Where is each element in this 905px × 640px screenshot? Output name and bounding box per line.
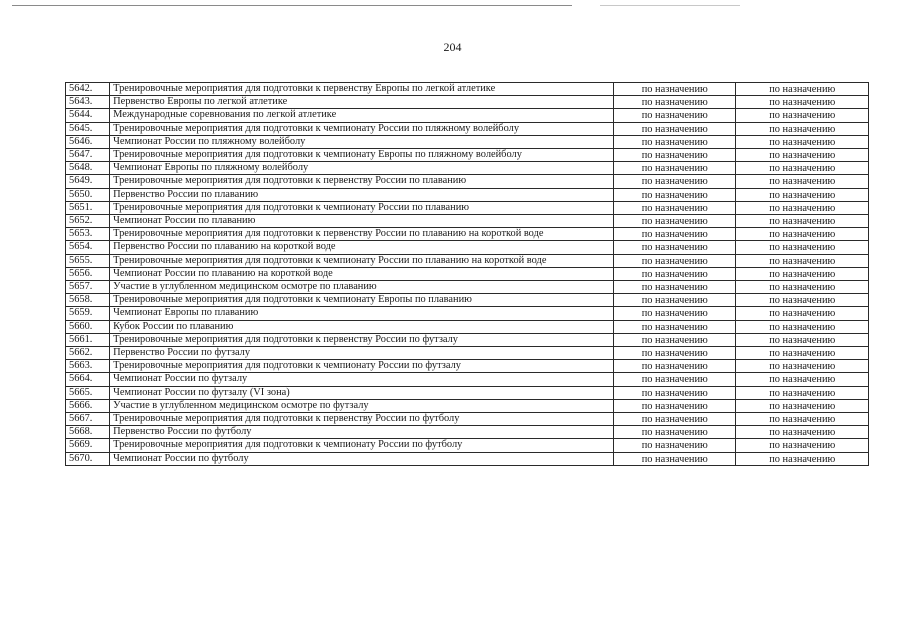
column-1-value-cell [614, 399, 736, 412]
column-2-value-cell [736, 201, 869, 214]
row-number: 5669. [69, 439, 93, 451]
row-number: 5642. [69, 83, 93, 94]
column-1-value: по назначению [641, 361, 708, 373]
column-1-value-cell [614, 162, 736, 175]
row-number-cell [66, 267, 110, 280]
table-row [66, 386, 869, 399]
column-1-value: по назначению [641, 268, 708, 280]
table-row [66, 149, 869, 162]
event-name-cell [110, 109, 614, 122]
row-number-cell [66, 109, 110, 122]
event-name-cell [110, 241, 614, 254]
table-row [66, 201, 869, 214]
row-number: 5645. [69, 122, 93, 134]
event-name: Чемпионат России по плаванию [113, 215, 256, 227]
column-1-value: по назначению [641, 136, 708, 148]
row-number-cell [66, 83, 110, 96]
column-1-value-cell [614, 109, 736, 122]
column-2-value: по назначению [769, 440, 836, 452]
row-number-cell [66, 452, 110, 465]
row-number: 5659. [69, 307, 93, 319]
column-2-value-cell [736, 254, 869, 267]
column-1-value-cell [614, 320, 736, 333]
table-row [66, 452, 869, 465]
column-2-value: по назначению [769, 282, 836, 294]
row-number-cell [66, 439, 110, 452]
column-2-value: по назначению [769, 361, 836, 373]
column-1-value: по назначению [641, 334, 708, 346]
event-name: Тренировочные мероприятия для подготовки к чемпионату России по футзалу [113, 360, 461, 372]
column-2-value: по назначению [769, 348, 836, 360]
event-name-cell [110, 175, 614, 188]
column-2-value-cell [736, 109, 869, 122]
row-number: 5648. [69, 162, 93, 174]
column-2-value: по назначению [769, 374, 836, 386]
table-row [66, 399, 869, 412]
column-2-value: по назначению [769, 295, 836, 307]
row-number: 5663. [69, 360, 93, 372]
event-name-cell [110, 386, 614, 399]
column-1-value: по назначению [641, 110, 708, 122]
table-row [66, 439, 869, 452]
row-number: 5668. [69, 426, 93, 438]
column-1-value: по назначению [641, 374, 708, 386]
row-number: 5657. [69, 281, 93, 293]
event-name-cell [110, 439, 614, 452]
column-2-value: по назначению [769, 387, 836, 399]
column-2-value: по назначению [769, 308, 836, 320]
table-row [66, 122, 869, 135]
event-name-cell [110, 149, 614, 162]
column-1-value: по назначению [641, 440, 708, 452]
event-name-cell [110, 96, 614, 109]
column-2-value-cell [736, 413, 869, 426]
column-1-value: по назначению [641, 308, 708, 320]
column-1-value-cell [614, 201, 736, 214]
column-2-value: по назначению [769, 268, 836, 280]
column-1-value: по назначению [641, 295, 708, 307]
row-number-cell [66, 307, 110, 320]
event-name: Чемпионат России по плаванию на короткой воде [113, 267, 333, 279]
column-2-value-cell [736, 399, 869, 412]
events-table [65, 82, 869, 466]
column-2-value: по назначению [769, 202, 836, 214]
column-2-value: по назначению [769, 136, 836, 148]
column-2-value: по назначению [769, 163, 836, 175]
column-1-value-cell [614, 294, 736, 307]
column-1-value: по назначению [641, 348, 708, 360]
column-2-value-cell [736, 294, 869, 307]
column-2-value-cell [736, 241, 869, 254]
table-row [66, 188, 869, 201]
column-1-value: по назначению [641, 255, 708, 267]
column-2-value-cell [736, 360, 869, 373]
table-row [66, 254, 869, 267]
event-name-cell [110, 399, 614, 412]
event-name: Первенство Европы по легкой атлетике [113, 96, 288, 108]
column-1-value-cell [614, 413, 736, 426]
column-1-value: по назначению [641, 321, 708, 333]
column-2-value-cell [736, 373, 869, 386]
column-1-value-cell [614, 439, 736, 452]
column-2-value: по назначению [769, 453, 836, 465]
column-1-value: по назначению [641, 97, 708, 109]
column-2-value-cell [736, 307, 869, 320]
row-number-cell [66, 149, 110, 162]
event-name: Чемпионат Европы по плаванию [113, 307, 259, 319]
event-name: Тренировочные мероприятия для подготовки к первенству России по футболу [113, 413, 460, 425]
event-name: Тренировочные мероприятия для подготовки к первенству России по футзалу [113, 333, 459, 345]
column-2-value-cell [736, 320, 869, 333]
event-name: Тренировочные мероприятия для подготовки к чемпионату России по плаванию [113, 201, 470, 213]
column-2-value-cell [736, 83, 869, 96]
column-2-value-cell [736, 386, 869, 399]
row-number-cell [66, 386, 110, 399]
column-1-value-cell [614, 333, 736, 346]
row-number-cell [66, 413, 110, 426]
column-1-value: по назначению [641, 400, 708, 412]
column-1-value-cell [614, 175, 736, 188]
column-1-value: по назначению [641, 84, 708, 95]
row-number-cell [66, 241, 110, 254]
event-name-cell [110, 267, 614, 280]
column-1-value: по назначению [641, 242, 708, 254]
row-number: 5655. [69, 254, 93, 266]
column-1-value: по назначению [641, 163, 708, 175]
row-number: 5649. [69, 175, 93, 187]
column-2-value-cell [736, 267, 869, 280]
table-row [66, 413, 869, 426]
row-number-cell [66, 294, 110, 307]
column-2-value: по назначению [769, 84, 836, 95]
column-2-value-cell [736, 452, 869, 465]
row-number: 5646. [69, 135, 93, 147]
event-name: Тренировочные мероприятия для подготовки к первенству России по плаванию на короткой воде [113, 228, 544, 240]
event-name-cell [110, 347, 614, 360]
event-name-cell [110, 373, 614, 386]
row-number-cell [66, 96, 110, 109]
column-1-value: по назначению [641, 453, 708, 465]
column-2-value-cell [736, 149, 869, 162]
column-2-value-cell [736, 122, 869, 135]
row-number: 5666. [69, 399, 93, 411]
row-number-cell [66, 320, 110, 333]
row-number: 5665. [69, 386, 93, 398]
column-1-value-cell [614, 267, 736, 280]
column-2-value-cell [736, 135, 869, 148]
event-name-cell [110, 254, 614, 267]
event-name: Международные соревнования по легкой атлетике [113, 109, 337, 121]
row-number: 5644. [69, 109, 93, 121]
column-1-value: по назначению [641, 189, 708, 201]
column-2-value: по назначению [769, 427, 836, 439]
row-number: 5654. [69, 241, 93, 253]
events-table-body [66, 83, 869, 466]
column-2-value: по назначению [769, 189, 836, 201]
event-name-cell [110, 360, 614, 373]
row-number-cell [66, 399, 110, 412]
column-2-value: по назначению [769, 334, 836, 346]
column-2-value-cell [736, 426, 869, 439]
column-1-value-cell [614, 452, 736, 465]
table-row [66, 373, 869, 386]
column-1-value: по назначению [641, 427, 708, 439]
page-number: 204 [443, 40, 462, 54]
column-1-value-cell [614, 386, 736, 399]
row-number-cell [66, 188, 110, 201]
event-name-cell [110, 452, 614, 465]
column-2-value: по назначению [769, 176, 836, 188]
column-1-value-cell [614, 254, 736, 267]
row-number-cell [66, 333, 110, 346]
table-row [66, 175, 869, 188]
event-name-cell [110, 135, 614, 148]
column-1-value-cell [614, 83, 736, 96]
column-2-value-cell [736, 162, 869, 175]
column-1-value: по назначению [641, 216, 708, 228]
row-number-cell [66, 360, 110, 373]
row-number: 5658. [69, 294, 93, 306]
event-name: Тренировочные мероприятия для подготовки к первенству России по плаванию [113, 175, 467, 187]
event-name: Тренировочные мероприятия для подготовки к чемпионату России по футболу [113, 439, 463, 451]
row-number: 5660. [69, 320, 93, 332]
column-1-value-cell [614, 122, 736, 135]
column-2-value-cell [736, 281, 869, 294]
column-2-value: по назначению [769, 255, 836, 267]
event-name: Тренировочные мероприятия для подготовки к чемпионату Европы по пляжному волейболу [113, 149, 522, 161]
column-1-value-cell [614, 360, 736, 373]
row-number-cell [66, 215, 110, 228]
event-name: Чемпионат Европы по пляжному волейболу [113, 162, 309, 174]
event-name-cell [110, 307, 614, 320]
row-number-cell [66, 201, 110, 214]
row-number-cell [66, 281, 110, 294]
row-number: 5643. [69, 96, 93, 108]
column-1-value: по назначению [641, 387, 708, 399]
event-name-cell [110, 333, 614, 346]
event-name-cell [110, 294, 614, 307]
table-row [66, 307, 869, 320]
table-row [66, 215, 869, 228]
column-2-value-cell [736, 188, 869, 201]
row-number: 5664. [69, 373, 93, 385]
event-name: Участие в углубленном медицинском осмотре по плаванию [113, 281, 377, 293]
column-1-value-cell [614, 241, 736, 254]
column-1-value-cell [614, 307, 736, 320]
event-name: Тренировочные мероприятия для подготовки к чемпионату Европы по плаванию [113, 294, 472, 306]
row-number-cell [66, 175, 110, 188]
column-2-value: по назначению [769, 150, 836, 162]
event-name-cell [110, 83, 614, 96]
row-number: 5653. [69, 228, 93, 240]
event-name-cell [110, 122, 614, 135]
event-name: Первенство России по футзалу [113, 347, 251, 359]
event-name: Кубок России по плаванию [113, 320, 234, 332]
table-row [66, 320, 869, 333]
event-name: Участие в углубленном медицинском осмотре по футзалу [113, 399, 369, 411]
table-row [66, 241, 869, 254]
table-row [66, 135, 869, 148]
column-2-value-cell [736, 333, 869, 346]
event-name: Первенство России по футболу [113, 426, 252, 438]
top-rule [12, 5, 572, 6]
column-1-value-cell [614, 347, 736, 360]
column-2-value: по назначению [769, 123, 836, 135]
column-1-value-cell [614, 215, 736, 228]
row-number: 5661. [69, 333, 93, 345]
column-1-value-cell [614, 188, 736, 201]
column-1-value-cell [614, 426, 736, 439]
event-name-cell [110, 201, 614, 214]
table-row [66, 294, 869, 307]
column-2-value: по назначению [769, 216, 836, 228]
event-name-cell [110, 215, 614, 228]
event-name-cell [110, 228, 614, 241]
column-2-value-cell [736, 228, 869, 241]
column-1-value-cell [614, 96, 736, 109]
table-row [66, 360, 869, 373]
event-name: Чемпионат России по футболу [113, 452, 249, 464]
table-row [66, 83, 869, 96]
event-name-cell [110, 320, 614, 333]
row-number-cell [66, 373, 110, 386]
row-number: 5651. [69, 201, 93, 213]
table-row [66, 162, 869, 175]
column-2-value-cell [736, 347, 869, 360]
column-2-value-cell [736, 439, 869, 452]
table-row [66, 281, 869, 294]
column-1-value-cell [614, 149, 736, 162]
column-2-value: по назначению [769, 321, 836, 333]
column-1-value: по назначению [641, 229, 708, 241]
table-row [66, 96, 869, 109]
column-1-value: по назначению [641, 414, 708, 426]
column-1-value-cell [614, 281, 736, 294]
row-number-cell [66, 426, 110, 439]
column-1-value-cell [614, 228, 736, 241]
column-2-value: по назначению [769, 242, 836, 254]
row-number-cell [66, 347, 110, 360]
table-row [66, 426, 869, 439]
row-number: 5650. [69, 188, 93, 200]
column-1-value: по назначению [641, 202, 708, 214]
row-number-cell [66, 162, 110, 175]
table-row [66, 347, 869, 360]
column-1-value: по назначению [641, 123, 708, 135]
column-2-value: по назначению [769, 97, 836, 109]
event-name: Тренировочные мероприятия для подготовки к чемпионату России по пляжному волейболу [113, 122, 520, 134]
row-number: 5667. [69, 413, 93, 425]
event-name-cell [110, 281, 614, 294]
event-name: Тренировочные мероприятия для подготовки к чемпионату России по плаванию на короткой воде [113, 254, 547, 266]
event-name-cell [110, 426, 614, 439]
column-2-value-cell [736, 215, 869, 228]
event-name: Первенство России по плаванию [113, 188, 259, 200]
event-name-cell [110, 188, 614, 201]
event-name: Чемпионат России по футзалу [113, 373, 248, 385]
column-2-value-cell [736, 175, 869, 188]
column-1-value-cell [614, 135, 736, 148]
table-row [66, 109, 869, 122]
row-number: 5652. [69, 215, 93, 227]
row-number: 5670. [69, 452, 93, 464]
event-name: Тренировочные мероприятия для подготовки к первенству Европы по легкой атлетике [113, 83, 496, 94]
column-2-value: по назначению [769, 400, 836, 412]
column-2-value: по назначению [769, 229, 836, 241]
column-1-value: по назначению [641, 282, 708, 294]
event-name-cell [110, 162, 614, 175]
row-number-cell [66, 135, 110, 148]
table-row [66, 333, 869, 346]
column-1-value: по назначению [641, 176, 708, 188]
row-number: 5662. [69, 347, 93, 359]
row-number: 5647. [69, 149, 93, 161]
event-name: Чемпионат России по футзалу (VI зона) [113, 386, 290, 398]
column-2-value: по назначению [769, 110, 836, 122]
event-name: Чемпионат России по пляжному волейболу [113, 135, 306, 147]
column-2-value: по назначению [769, 414, 836, 426]
column-1-value: по назначению [641, 150, 708, 162]
event-name: Первенство России по плаванию на короткой воде [113, 241, 336, 253]
top-rule-faint [600, 5, 740, 6]
table-row [66, 228, 869, 241]
column-2-value-cell [736, 96, 869, 109]
row-number: 5656. [69, 267, 93, 279]
row-number-cell [66, 228, 110, 241]
table-row [66, 267, 869, 280]
row-number-cell [66, 122, 110, 135]
event-name-cell [110, 413, 614, 426]
row-number-cell [66, 254, 110, 267]
column-1-value-cell [614, 373, 736, 386]
